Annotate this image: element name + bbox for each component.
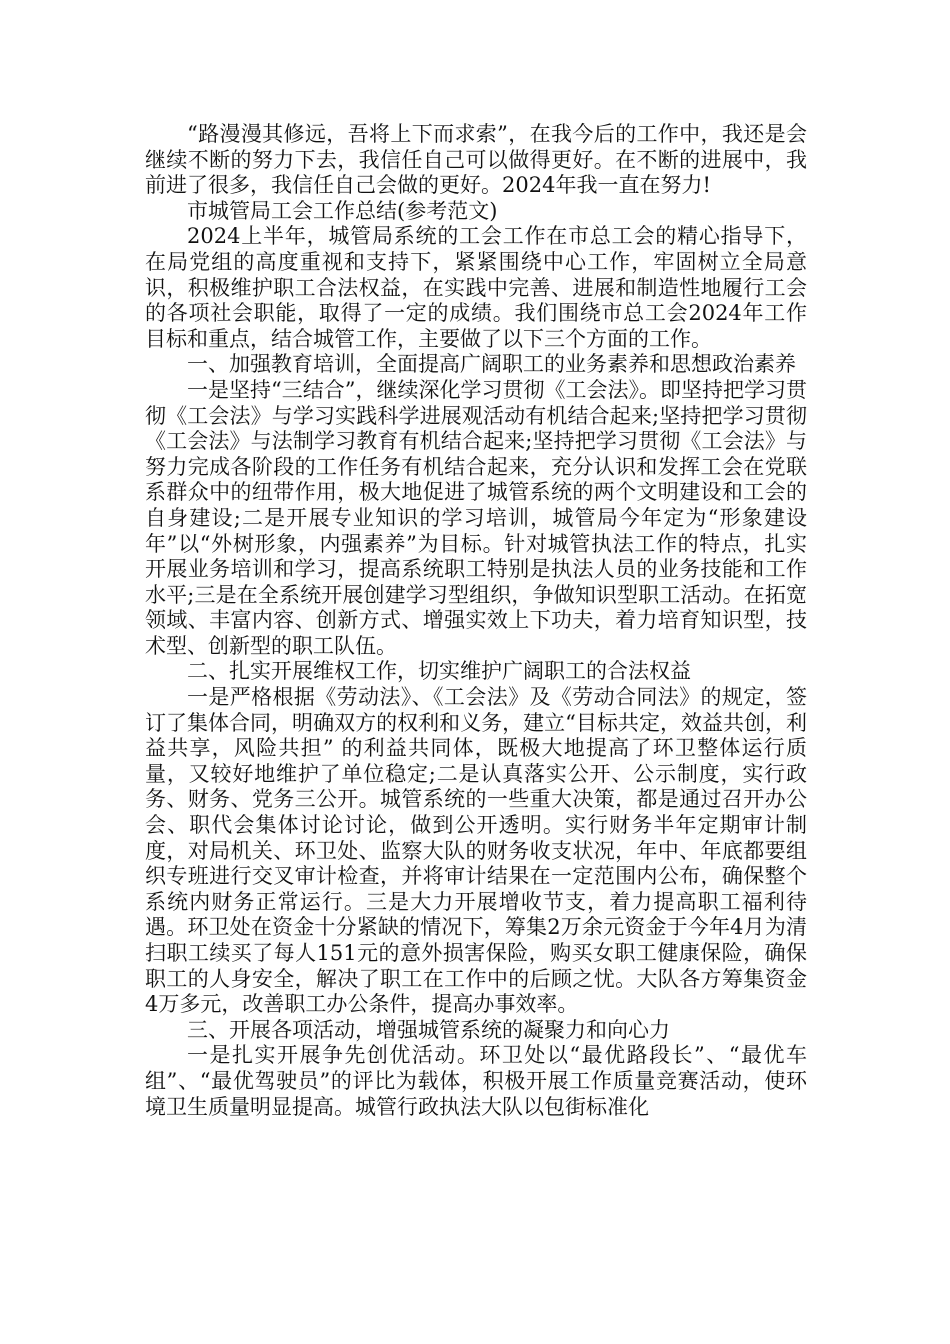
heading-section-3: 三、开展各项活动，增强城管系统的凝聚力和向心力 [187, 1017, 670, 1042]
section-title: 市城管局工会工作总结(参考范文) [187, 198, 498, 223]
paragraph-intro: 2024上半年，城管局系统的工会工作在市总工会的精心指导下，在局党组的高度重视和支持下，紧紧围绕中心工作，牢固树立全局意识，积极维护职工合法权益，在实践中完善、进展和制造性地履行工会的各项社会职能，取得了一定的成绩。我们围绕市总工会2024年工作目标和重点，结合城管工作，主要做了以下三个方面的工作。 [145, 224, 807, 351]
paragraph-section-2: 一是严格根据《劳动法》、《工会法》及《劳动合同法》的规定，签订了集体合同，明确双方的权利和义务，建立“目标共定，效益共创，利益共享，风险共担” 的利益共同体，既极大地提高了环卫整体运行质量，又较好地维护了单位稳定;二是认真落实公开、公示制度，实行政务、财务、党务三公开。城管系统的一些重大决策，都是通过召开办公会、职代会集体讨论讨论，做到公开透明。实行财务半年定期审计制度，对局机关、环卫处、监察大队的财务收支状况，年中、年底都要组织专班进行交叉审计检查，并将审计结果在一定范围内公布，确保整个系统内财务正常运行。三是大力开展增收节支，着力提高职工福利待遇。环卫处在资金十分紧缺的情况下，筹集2万余元资金于今年4月为清扫职工续买了每人151元的意外损害保险，购买女职工健康保险，确保职工的人身安全，解决了职工在工作中的后顾之忧。大队各方筹集资金4万多元，改善职工办公条件，提高办事效率。 [145, 685, 807, 1017]
heading-section-1: 一、加强教育培训，全面提高广阔职工的业务素养和思想政治素养 [187, 352, 796, 377]
heading-section-2: 二、扎实开展维权工作，切实维护广阔职工的合法权益 [187, 659, 691, 684]
paragraph-section-1: 一是坚持“三结合”，继续深化学习贯彻《工会法》。即坚持把学习贯彻《工会法》与学习实践科学进展观活动有机结合起来;坚持把学习贯彻《工会法》与法制学习教育有机结合起来;坚持把学习贯彻《工会法》与努力完成各阶段的工作任务有机结合起来，充分认识和发挥工会在党联系群众中的纽带作用，极大地促进了城管系统的两个文明建设和工会的自身建设;二是开展专业知识的学习培训，城管局今年定为“形象建设年”以“外树形象，内强素养”为目标。针对城管执法工作的特点，扎实开展业务培训和学习，提高系统职工特别是执法人员的业务技能和工作水平;三是在全系统开展创建学习型组织，争做知识型职工活动。在拓宽领域、丰富内容、创新方式、增强实效上下功夫，着力培育知识型，技术型、创新型的职工队伍。 [145, 377, 807, 658]
document-page [145, 122, 807, 1120]
paragraph-section-3: 一是扎实开展争先创优活动。环卫处以“最优路段长”、“最优车组”、“最优驾驶员”的评比为载体，积极开展工作质量竞赛活动，使环境卫生质量明显提高。城管行政执法大队以包街标准化 [145, 1043, 807, 1119]
paragraph-closing: “路漫漫其修远，吾将上下而求索”，在我今后的工作中，我还是会继续不断的努力下去，我信任自己可以做得更好。在不断的进展中，我前进了很多，我信任自己会做的更好。2024年我一直在努力! [145, 122, 807, 198]
